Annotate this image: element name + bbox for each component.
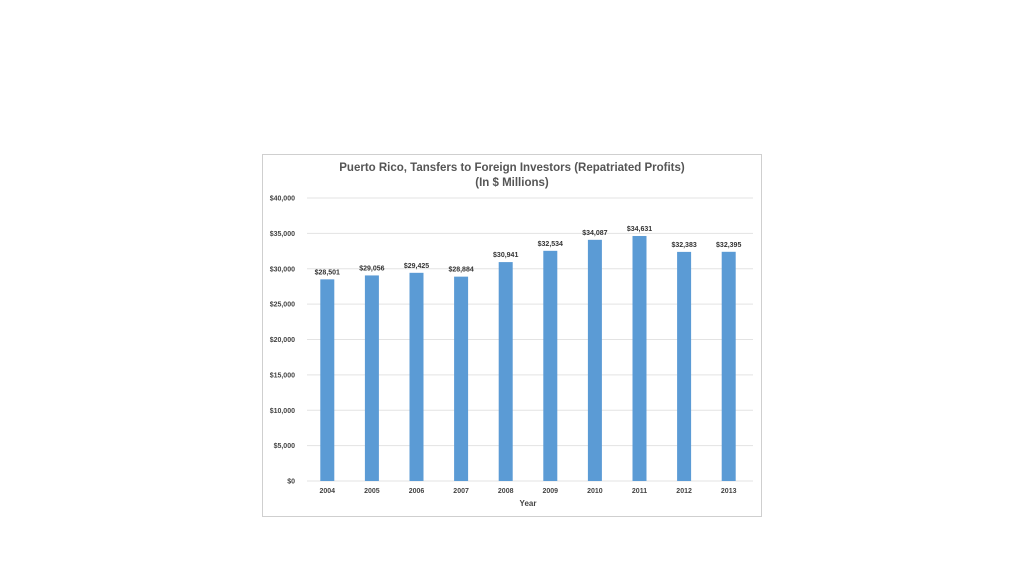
x-tick-label: 2006 <box>408 488 425 495</box>
bar <box>320 279 334 481</box>
bar <box>410 273 424 481</box>
bar <box>677 252 691 481</box>
x-axis-ticks <box>320 488 737 495</box>
x-tick-label: 2012 <box>676 488 692 495</box>
data-label: $28,884 <box>448 266 474 274</box>
x-tick-label: 2013 <box>720 488 737 495</box>
x-tick-label: 2010 <box>587 488 603 495</box>
y-tick-label: $20,000 <box>269 337 295 344</box>
y-tick-label: $25,000 <box>269 301 295 309</box>
chart-frame <box>262 154 762 517</box>
bar <box>365 275 379 481</box>
bar <box>499 262 513 481</box>
bar <box>454 277 468 481</box>
bar <box>588 240 602 481</box>
bar <box>543 251 557 481</box>
x-tick-label: 2004 <box>319 488 336 495</box>
bars <box>320 236 735 481</box>
chart-subtitle: (In $ Millions) <box>475 177 549 189</box>
y-tick-label: $0 <box>287 478 295 486</box>
bar <box>633 236 647 481</box>
y-tick-label: $15,000 <box>269 372 295 380</box>
y-tick-label: $40,000 <box>269 195 295 203</box>
x-tick-label: 2008 <box>497 488 514 495</box>
y-tick-label: $35,000 <box>269 230 295 238</box>
y-tick-label: $5,000 <box>273 443 295 451</box>
data-label: $32,383 <box>671 241 697 249</box>
data-label: $32,534 <box>537 240 563 248</box>
data-label: $29,056 <box>359 265 385 273</box>
x-axis-title: Year <box>519 499 537 508</box>
data-label: $34,087 <box>582 229 608 237</box>
data-label: $30,941 <box>493 252 519 260</box>
bar <box>722 252 736 481</box>
data-label: $28,501 <box>314 269 340 277</box>
x-tick-label: 2009 <box>542 488 559 495</box>
data-label: $29,425 <box>403 262 430 270</box>
y-axis-ticks <box>270 196 295 486</box>
x-tick-label: 2005 <box>364 488 380 495</box>
data-label: $32,395 <box>716 241 742 249</box>
bar-chart <box>263 155 761 516</box>
x-tick-label: 2011 <box>631 488 648 495</box>
y-tick-label: $10,000 <box>269 407 295 415</box>
x-tick-label: 2007 <box>453 488 469 495</box>
data-label: $34,631 <box>626 225 653 233</box>
y-tick-label: $30,000 <box>269 266 295 274</box>
chart-title: Puerto Rico, Tansfers to Foreign Investors (Repatriated Profits) <box>339 162 685 174</box>
